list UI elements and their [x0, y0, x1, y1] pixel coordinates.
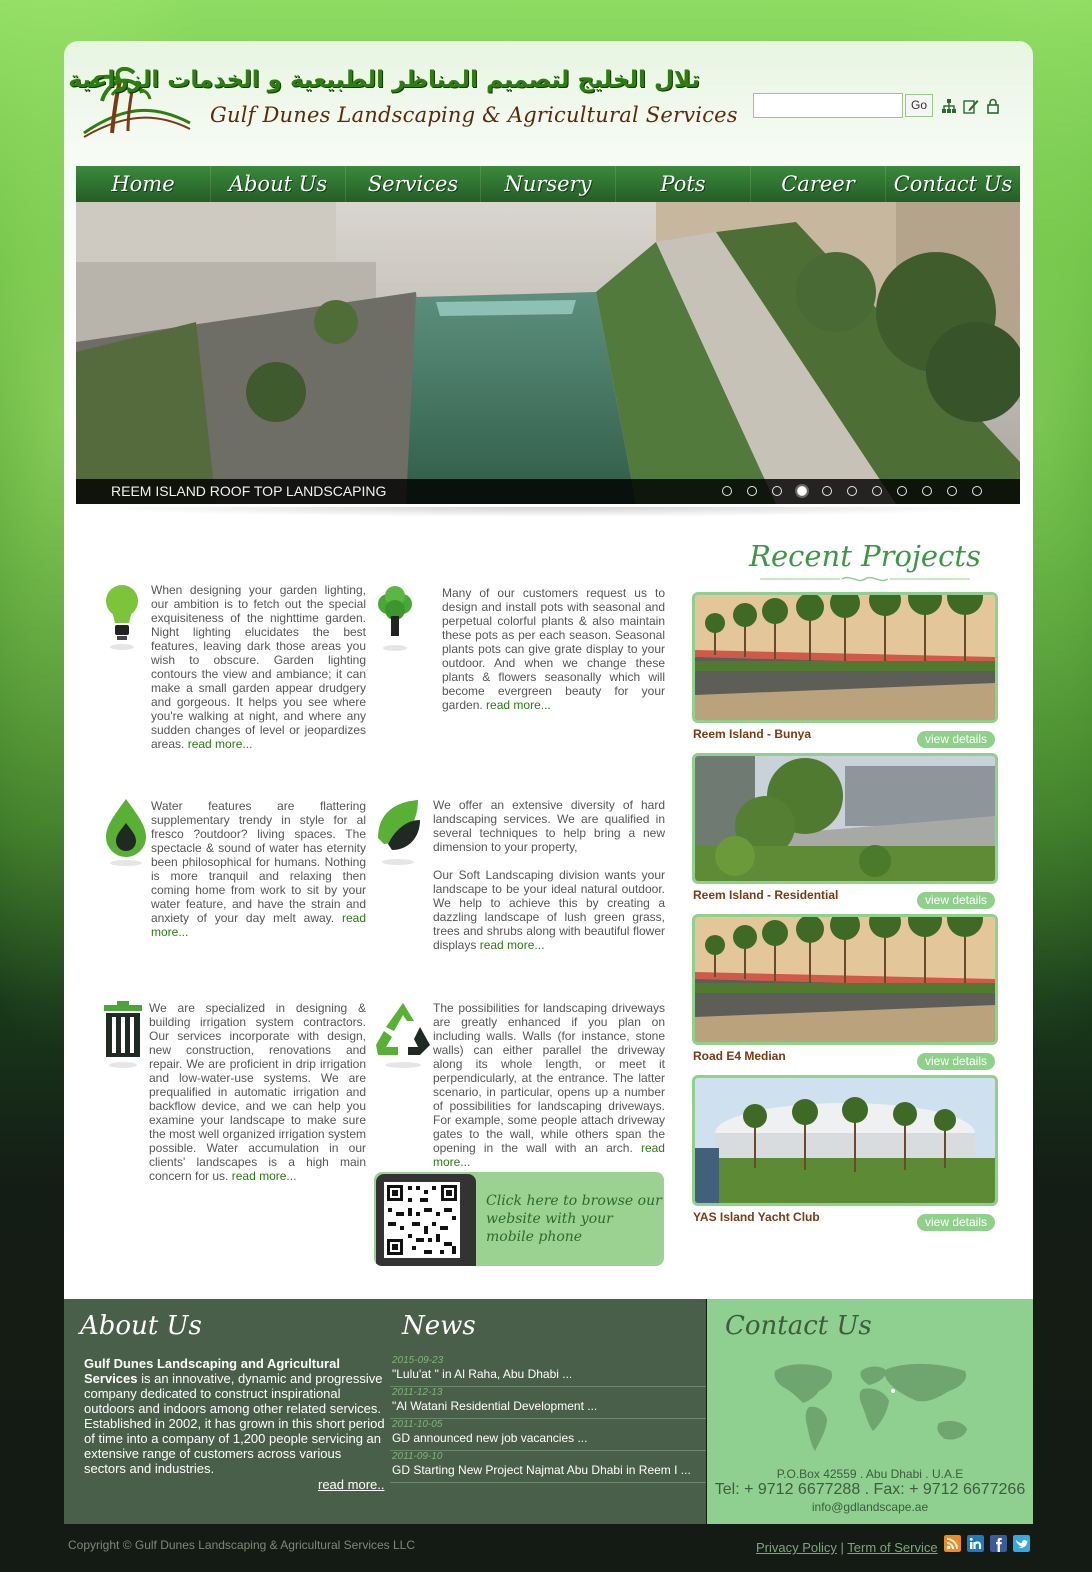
service-text: We offer an extensive diversity of hard landscaping services. We are qualified in several techniques to help bring a new dimension to your property, [433, 798, 665, 854]
slider-caption: REEM ISLAND ROOF TOP LANDSCAPING [111, 483, 387, 499]
lightbulb-icon [102, 583, 144, 653]
slider-dot[interactable] [772, 486, 782, 496]
read-more-link[interactable]: read more... [433, 1141, 665, 1169]
tree-icon [374, 586, 416, 656]
link-separator: | [836, 1540, 848, 1555]
slider-dot[interactable] [747, 486, 757, 496]
service-block-driveways [374, 1001, 666, 1169]
footer-about-title: About Us [80, 1311, 202, 1341]
view-details-button[interactable]: view details [917, 1214, 995, 1231]
search-area [753, 93, 1003, 119]
service-block-irrigation [102, 1001, 370, 1181]
service-text-2: Our Soft Landscaping division wants your landscape to be your ideal natural outdoor. We help to achieve this by creating a dazzling landscape of lush green grass, trees and shrubs along with beautiful flower displays [433, 868, 665, 952]
project-name[interactable]: Reem Island - Bunya [693, 727, 812, 741]
service-text: Many of our customers request us to design and install pots with seasonal and perpetual colorful plants & also maintain these pots as per each season. Seasonal plants pots can give grate display to your outdoor. And when we change these plants & flowers seasonally which will become evergreen beauty for your garden. [442, 586, 665, 712]
slider-dot[interactable] [972, 486, 982, 496]
view-details-button[interactable]: view details [917, 1053, 995, 1070]
news-title[interactable]: "Lulu'at " in Al Raha, Abu Dhabi ... [392, 1367, 573, 1381]
read-more-link[interactable]: read more... [151, 911, 366, 939]
read-more-link[interactable]: read more... [479, 938, 545, 952]
slider-dot[interactable] [947, 486, 957, 496]
slider-dot[interactable] [797, 486, 807, 496]
service-block-pots [374, 586, 666, 716]
copyright-text: Copyright © Gulf Dunes Landscaping & Agricultural Services LLC [68, 1538, 416, 1552]
service-block-hardscape [374, 798, 666, 953]
nav-home[interactable]: Home [76, 166, 211, 202]
news-date: 2015-09-23 [392, 1355, 444, 1366]
phone-qr-icon [374, 1172, 484, 1266]
content-panel [64, 41, 1033, 1299]
project-image[interactable] [692, 753, 998, 884]
project-card [692, 753, 998, 911]
footer-contact [707, 1299, 1033, 1524]
project-image[interactable] [692, 1075, 998, 1206]
water-drop-icon [102, 799, 150, 869]
news-title[interactable]: GD Starting New Project Najmat Abu Dhabi in Reem I ... [392, 1463, 691, 1477]
service-block-lighting [102, 583, 370, 753]
site-logo[interactable] [68, 67, 738, 141]
nav-services[interactable]: Services [346, 166, 481, 202]
contact-address: P.O.Box 42559 . Abu Dhabi . U.A.E [776, 1467, 964, 1481]
project-name[interactable]: Road E4 Median [693, 1049, 786, 1063]
project-name[interactable]: Reem Island - Residential [693, 888, 839, 902]
service-block-water [102, 799, 370, 939]
news-date: 2011-12-13 [392, 1387, 443, 1398]
privacy-policy-link[interactable]: Privacy Policy [756, 1540, 837, 1555]
footer-about-read-more[interactable]: read more.. [318, 1477, 385, 1492]
footer-about-body: is an innovative, dynamic and progressive company dedicated to construct inspirational outdoors and indoors among other related services. Established in 2002, it has grown in this short period of time into a company of 1,200 people servicing an extensive range of customers across various sectors and industries. [84, 1371, 385, 1476]
slider-caption-bar [76, 479, 1020, 504]
slider-dot[interactable] [872, 486, 882, 496]
view-details-button[interactable]: view details [917, 731, 995, 748]
news-item[interactable] [390, 1419, 706, 1451]
footer-contact-title: Contact Us [725, 1311, 872, 1341]
logo-arabic-text: تلال الخليج لتصميم المناظر الطبيعية و الخدمات الزراعية [68, 67, 700, 93]
nav-nursery[interactable]: Nursery [481, 166, 616, 202]
contact-phone: Tel: + 9712 6677288 . Fax: + 9712 6677266 [714, 1481, 1026, 1498]
news-item[interactable] [390, 1355, 706, 1387]
service-text: When designing your garden lighting, our ambition is to fetch out the special exquisiteness of the nighttime garden. Night lighting elucidates the best features, leaving dark those areas you wish to obscure. Garden lighting contours the view and ambiance; it can make a small garden appear drudgery and gorgeous. It helps you see where you're walking at night, and where any sudden changes of level or jeopardizes areas. [151, 583, 366, 751]
mobile-site-banner[interactable] [374, 1172, 664, 1266]
project-image[interactable] [692, 592, 998, 723]
recent-projects-title: Recent Projects [749, 539, 981, 573]
nav-about-us[interactable]: About Us [211, 166, 346, 202]
nav-contact-us[interactable]: Contact Us [893, 172, 1013, 196]
footer-about-company: Gulf Dunes Landscaping and Agricultural Services [84, 1356, 340, 1386]
hero-slider[interactable] [76, 202, 1020, 504]
news-date: 2011-09-10 [392, 1451, 443, 1462]
slider-pagination [722, 486, 992, 498]
service-text: Water features are flattering supplementary trendy in style for al fresco ?outdoor? living spaces. The spectacle & sound of water has eternity been philosophical for humans. Nothing is more tranquil and relaxing then coming home from work to sit by your water feature, and have the strain and anxiety of your day melt away. [151, 799, 366, 925]
slider-dot[interactable] [822, 486, 832, 496]
main-nav [76, 166, 1020, 202]
news-item[interactable] [390, 1451, 706, 1483]
slider-shadow [76, 507, 1020, 517]
footer-news-title: News [402, 1311, 476, 1341]
edit-icon[interactable] [963, 98, 979, 114]
project-image[interactable] [692, 914, 998, 1045]
service-text: We are specialized in designing & building irrigation system contractors. Our services incorporate with design, new construction, renovations and repair. We are proficient in drip irrigation and low-water-use systems. We are prequalified in automatic irrigation and backflow device, and we can help you examine your landscape to make sure the most well organized irrigation system possible. Water accumulation in our clients' landscapes is a high main concern for us. [149, 1001, 366, 1183]
slider-dot[interactable] [847, 486, 857, 496]
read-more-link[interactable]: read more... [231, 1169, 297, 1183]
project-card [692, 914, 998, 1072]
footer-about-text [84, 1356, 386, 1476]
page [64, 41, 1033, 1555]
nav-pots[interactable]: Pots [616, 166, 751, 202]
project-card [692, 1075, 998, 1233]
service-text: The possibilities for landscaping driveways are greatly enhanced if you plan on including walls. Walls (for instance, stone walls) can either parallel the driveway along its whole length, or meet it perpendicularly, at the entrance. The latter scenario, in particular, opens up a number of possibilities for landscaping driveways. For example, some people attach driveway gates to the wall, while others span the opening in the wall with an arch. [433, 1001, 665, 1155]
view-details-button[interactable]: view details [917, 892, 995, 909]
search-go-button[interactable]: Go [905, 94, 933, 117]
project-card [692, 592, 998, 750]
lock-icon[interactable] [985, 98, 1001, 114]
terms-of-service-link[interactable]: Term of Service [847, 1540, 938, 1555]
slider-dot[interactable] [722, 486, 732, 496]
facebook-icon[interactable] [990, 1535, 1007, 1552]
sitemap-icon[interactable] [941, 98, 957, 114]
nav-career[interactable]: Career [751, 166, 886, 202]
read-more-link[interactable]: read more... [486, 698, 551, 712]
news-title[interactable]: GD announced new job vacancies ... [392, 1431, 588, 1445]
trash-bin-icon [102, 1001, 144, 1071]
twitter-icon[interactable] [1013, 1535, 1030, 1552]
ornament-divider [760, 574, 970, 584]
read-more-link[interactable]: read more... [187, 737, 253, 751]
linkedin-icon[interactable] [967, 1535, 984, 1552]
footer-left [64, 1299, 706, 1524]
slider-dot[interactable] [897, 486, 907, 496]
mobile-banner-text: Click here to browse our website with your mobile phone [486, 1193, 662, 1245]
contact-email[interactable]: info@gdlandscape.ae [811, 1500, 929, 1514]
slider-dot[interactable] [922, 486, 932, 496]
leaf-icon [374, 798, 424, 868]
news-title[interactable]: "Al Watani Residential Development ... [392, 1399, 598, 1413]
recycle-icon [374, 1001, 432, 1071]
project-name[interactable]: YAS Island Yacht Club [693, 1210, 820, 1224]
world-map-icon [769, 1357, 979, 1459]
news-date: 2011-10-05 [392, 1419, 443, 1430]
slider-image [76, 202, 1020, 504]
rss-icon[interactable] [944, 1535, 961, 1552]
search-input[interactable] [753, 93, 903, 118]
news-item[interactable] [390, 1387, 706, 1419]
footer-links [756, 1540, 938, 1555]
news-list [390, 1355, 706, 1483]
logo-english-text: Gulf Dunes Landscaping & Agricultural Services [210, 103, 738, 127]
